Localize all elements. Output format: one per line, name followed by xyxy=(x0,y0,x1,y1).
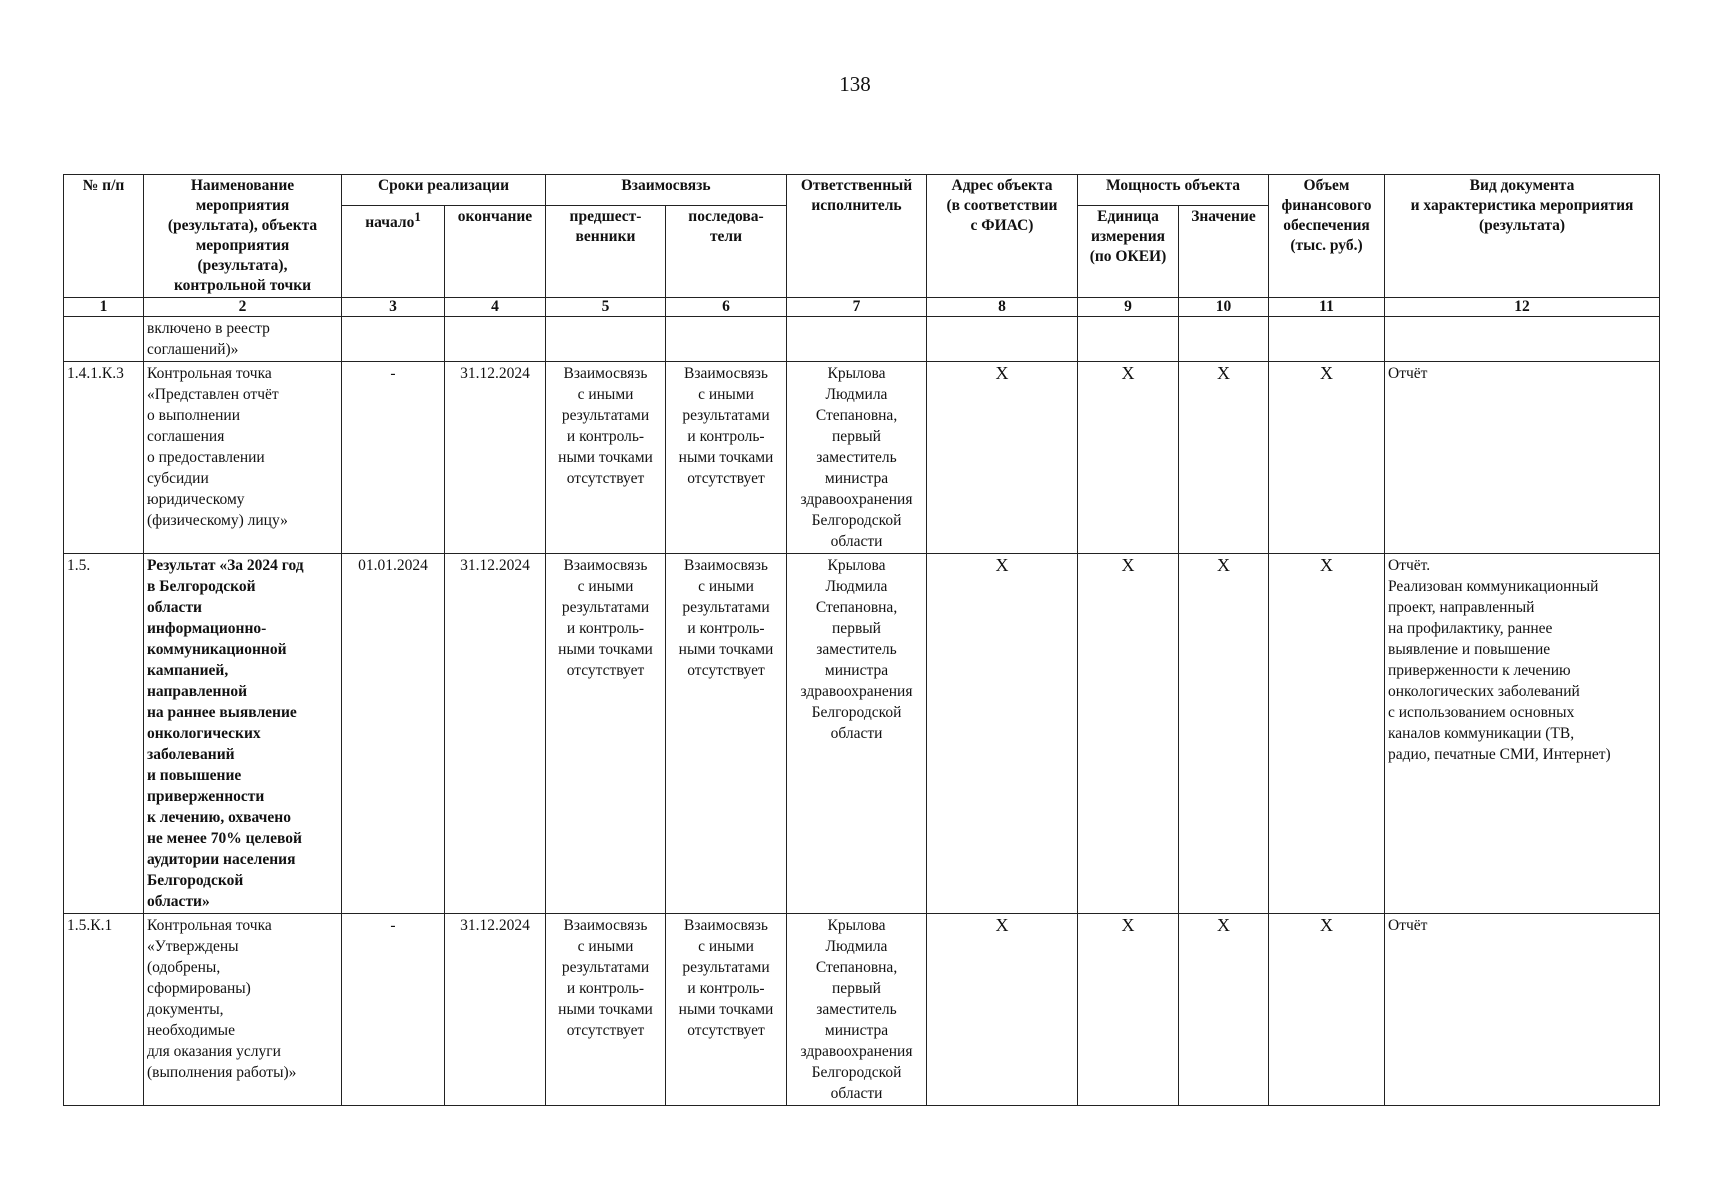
cell-num xyxy=(64,317,144,362)
column-number: 8 xyxy=(927,298,1078,317)
header-address: Адрес объекта (в соответствии с ФИАС) xyxy=(927,175,1078,298)
cell-value: X xyxy=(1179,554,1269,914)
column-number: 1 xyxy=(64,298,144,317)
cell-start: - xyxy=(342,914,445,1106)
cell-num: 1.4.1.К.3 xyxy=(64,362,144,554)
activities-table xyxy=(63,174,1660,1106)
cell-value: X xyxy=(1179,362,1269,554)
cell-address: X xyxy=(927,554,1078,914)
cell-address: X xyxy=(927,362,1078,554)
cell-num: 1.5. xyxy=(64,554,144,914)
cell-unit: X xyxy=(1078,914,1179,1106)
cell-successors: Взаимосвязь с иными результатами и контроль- ными точками отсутствует xyxy=(666,362,787,554)
cell-predecessors: Взаимосвязь с иными результатами и контроль- ными точками отсутствует xyxy=(546,914,666,1106)
cell-responsible: Крылова Людмила Степановна, первый заместитель министра здравоохранения Белгородской области xyxy=(787,554,927,914)
cell-successors: Взаимосвязь с иными результатами и контроль- ными точками отсутствует xyxy=(666,554,787,914)
cell-responsible xyxy=(787,317,927,362)
cell-unit: X xyxy=(1078,362,1179,554)
cell-funding: X xyxy=(1269,554,1385,914)
cell-value xyxy=(1179,317,1269,362)
header-num: № п/п xyxy=(64,175,144,298)
header-responsible: Ответственный исполнитель xyxy=(787,175,927,298)
cell-num: 1.5.К.1 xyxy=(64,914,144,1106)
table-row-continuation xyxy=(64,317,1660,362)
header-end: окончание xyxy=(445,206,546,298)
cell-end: 31.12.2024 xyxy=(445,362,546,554)
cell-predecessors: Взаимосвязь с иными результатами и контроль- ными точками отсутствует xyxy=(546,554,666,914)
header-predecessors: предшест- венники xyxy=(546,206,666,298)
cell-start: 01.01.2024 xyxy=(342,554,445,914)
column-number: 5 xyxy=(546,298,666,317)
column-number: 4 xyxy=(445,298,546,317)
cell-start: - xyxy=(342,362,445,554)
cell-unit: X xyxy=(1078,554,1179,914)
cell-name: Контрольная точка «Представлен отчёт о выполнении соглашения о предоставлении субсидии юридическому (физическому) лицу» xyxy=(144,362,342,554)
header-capacity: Мощность объекта xyxy=(1078,175,1269,206)
column-number: 6 xyxy=(666,298,787,317)
cell-address xyxy=(927,317,1078,362)
column-number: 9 xyxy=(1078,298,1179,317)
table-row xyxy=(64,554,1660,914)
cell-name: Контрольная точка «Утверждены (одобрены, сформированы) документы, необходимые для оказания услуги (выполнения работы)» xyxy=(144,914,342,1106)
cell-value: X xyxy=(1179,914,1269,1106)
header-start: начало$^1$ xyxy=(342,206,445,298)
cell-predecessors xyxy=(546,317,666,362)
table-row xyxy=(64,362,1660,554)
header-funding: Объем финансового обеспечения (тыс. руб.) xyxy=(1269,175,1385,298)
cell-start xyxy=(342,317,445,362)
header-row-top xyxy=(64,175,1660,206)
cell-end: 31.12.2024 xyxy=(445,914,546,1106)
header-terms: Сроки реализации xyxy=(342,175,546,206)
cell-doc-type xyxy=(1385,317,1660,362)
header-name: Наименование мероприятия (результата), объекта мероприятия (результата), контрольной точки xyxy=(144,175,342,298)
footnote-mark: 1 xyxy=(414,209,421,224)
cell-funding xyxy=(1269,317,1385,362)
cell-responsible: Крылова Людмила Степановна, первый заместитель министра здравоохранения Белгородской области xyxy=(787,914,927,1106)
column-number: 2 xyxy=(144,298,342,317)
page-number: 138 xyxy=(839,72,871,96)
cell-predecessors: Взаимосвязь с иными результатами и контроль- ными точками отсутствует xyxy=(546,362,666,554)
cell-end xyxy=(445,317,546,362)
column-number: 11 xyxy=(1269,298,1385,317)
column-number: 12 xyxy=(1385,298,1660,317)
cell-doc-type: Отчёт xyxy=(1385,914,1660,1106)
column-number: 3 xyxy=(342,298,445,317)
cell-doc-type: Отчёт xyxy=(1385,362,1660,554)
column-number: 7 xyxy=(787,298,927,317)
cell-doc-type: Отчёт. Реализован коммуникационный проект, направленный на профилактику, раннее выявление и повышение приверженности к лечению онкологических заболеваний с использованием основных каналов коммуникации (ТВ, радио, печатные СМИ, Интернет) xyxy=(1385,554,1660,914)
column-number: 10 xyxy=(1179,298,1269,317)
cell-name: включено в реестр соглашений)» xyxy=(144,317,342,362)
header-successors: последова- тели xyxy=(666,206,787,298)
cell-end: 31.12.2024 xyxy=(445,554,546,914)
cell-name: Результат «За 2024 год в Белгородской области информационно- коммуникационной кампанией, направленной на раннее выявление онкологических заболеваний и повышение приверженности к лечению, охвачено не менее 70% целевой аудитории населения Белгородской области» xyxy=(144,554,342,914)
header-value: Значение xyxy=(1179,206,1269,298)
cell-successors xyxy=(666,317,787,362)
cell-funding: X xyxy=(1269,914,1385,1106)
cell-address: X xyxy=(927,914,1078,1106)
cell-funding: X xyxy=(1269,362,1385,554)
header-relation: Взаимосвязь xyxy=(546,175,787,206)
cell-responsible: Крылова Людмила Степановна, первый заместитель министра здравоохранения Белгородской области xyxy=(787,362,927,554)
header-doc-type: Вид документа и характеристика мероприятия (результата) xyxy=(1385,175,1660,298)
column-numbers-row xyxy=(64,298,1660,317)
cell-successors: Взаимосвязь с иными результатами и контроль- ными точками отсутствует xyxy=(666,914,787,1106)
table-row xyxy=(64,914,1660,1106)
cell-unit xyxy=(1078,317,1179,362)
header-unit: Единица измерения (по ОКЕИ) xyxy=(1078,206,1179,298)
